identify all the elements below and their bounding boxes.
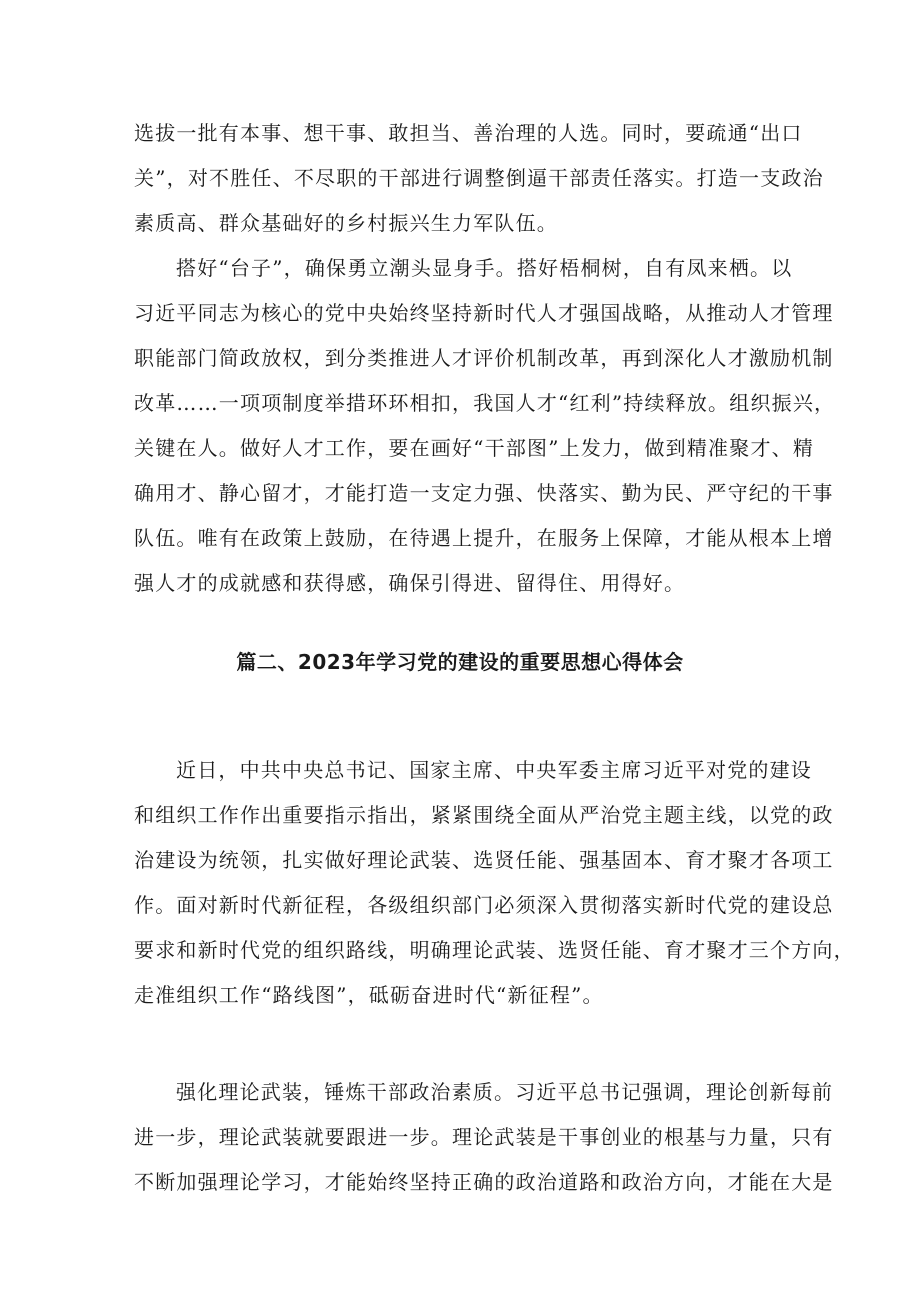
paragraph-line: 进一步，理论武装就要跟进一步。理论武装是干事创业的根基与力量，只有	[134, 1125, 834, 1149]
paragraph-line: 确用才、静心留才，才能打造一支定力强、快落实、勤为民、严守纪的干事	[134, 481, 834, 505]
paragraph-line: 队伍。唯有在政策上鼓励，在待遇上提升，在服务上保障，才能从根本上增	[134, 526, 834, 550]
paragraph-line: 治建设为统领，扎实做好理论武装、选贤任能、强基固本、育才聚才各项工	[134, 848, 834, 872]
paragraph-line: 和组织工作作出重要指示指出，紧紧围绕全面从严治党主题主线，以党的政	[134, 803, 834, 827]
paragraph-line: 强人才的成就感和获得感，确保引得进、留得住、用得好。	[134, 571, 686, 595]
paragraph-line: 走准组织工作“路线图”，砥砺奋进时代“新征程”。	[134, 983, 604, 1007]
paragraph-line: 素质高、群众基础好的乡村振兴生力军队伍。	[134, 211, 558, 235]
paragraph-line: 关”，对不胜任、不尽职的干部进行调整倒逼干部责任落实。打造一支政治	[134, 166, 824, 190]
paragraph-line: 职能部门简政放权，到分类推进人才评价机制改革，再到深化人才激励机制	[134, 346, 834, 370]
paragraph-line: 近日，中共中央总书记、国家主席、中央军委主席习近平对党的建设	[176, 758, 812, 782]
paragraph-line: 改革……一项项制度举措环环相扣，我国人才“红利”持续释放。组织振兴，	[134, 391, 836, 415]
paragraph-line: 要求和新时代党的组织路线，明确理论武装、选贤任能、育才聚才三个方向，	[134, 938, 855, 962]
paragraph-line: 强化理论武装，锤炼干部政治素质。习近平总书记强调，理论创新每前	[176, 1080, 834, 1104]
section-heading: 篇二、2023年学习党的建设的重要思想心得体会	[236, 650, 684, 674]
paragraph-line: 作。面对新时代新征程，各级组织部门必须深入贯彻落实新时代党的建设总	[134, 893, 834, 917]
paragraph-line: 搭好“台子”，确保勇立潮头显身手。搭好梧桐树，自有凤来栖。以	[176, 256, 793, 280]
paragraph-line: 习近平同志为核心的党中央始终坚持新时代人才强国战略，从推动人才管理	[134, 301, 834, 325]
paragraph-line: 关键在人。做好人才工作，要在画好“干部图”上发力，做到精准聚才、精	[134, 436, 815, 460]
paragraph-line: 选拔一批有本事、想干事、敢担当、善治理的人选。同时，要疏通“出口	[134, 121, 803, 145]
paragraph-line: 不断加强理论学习，才能始终坚持正确的政治道路和政治方向，才能在大是	[134, 1170, 834, 1194]
